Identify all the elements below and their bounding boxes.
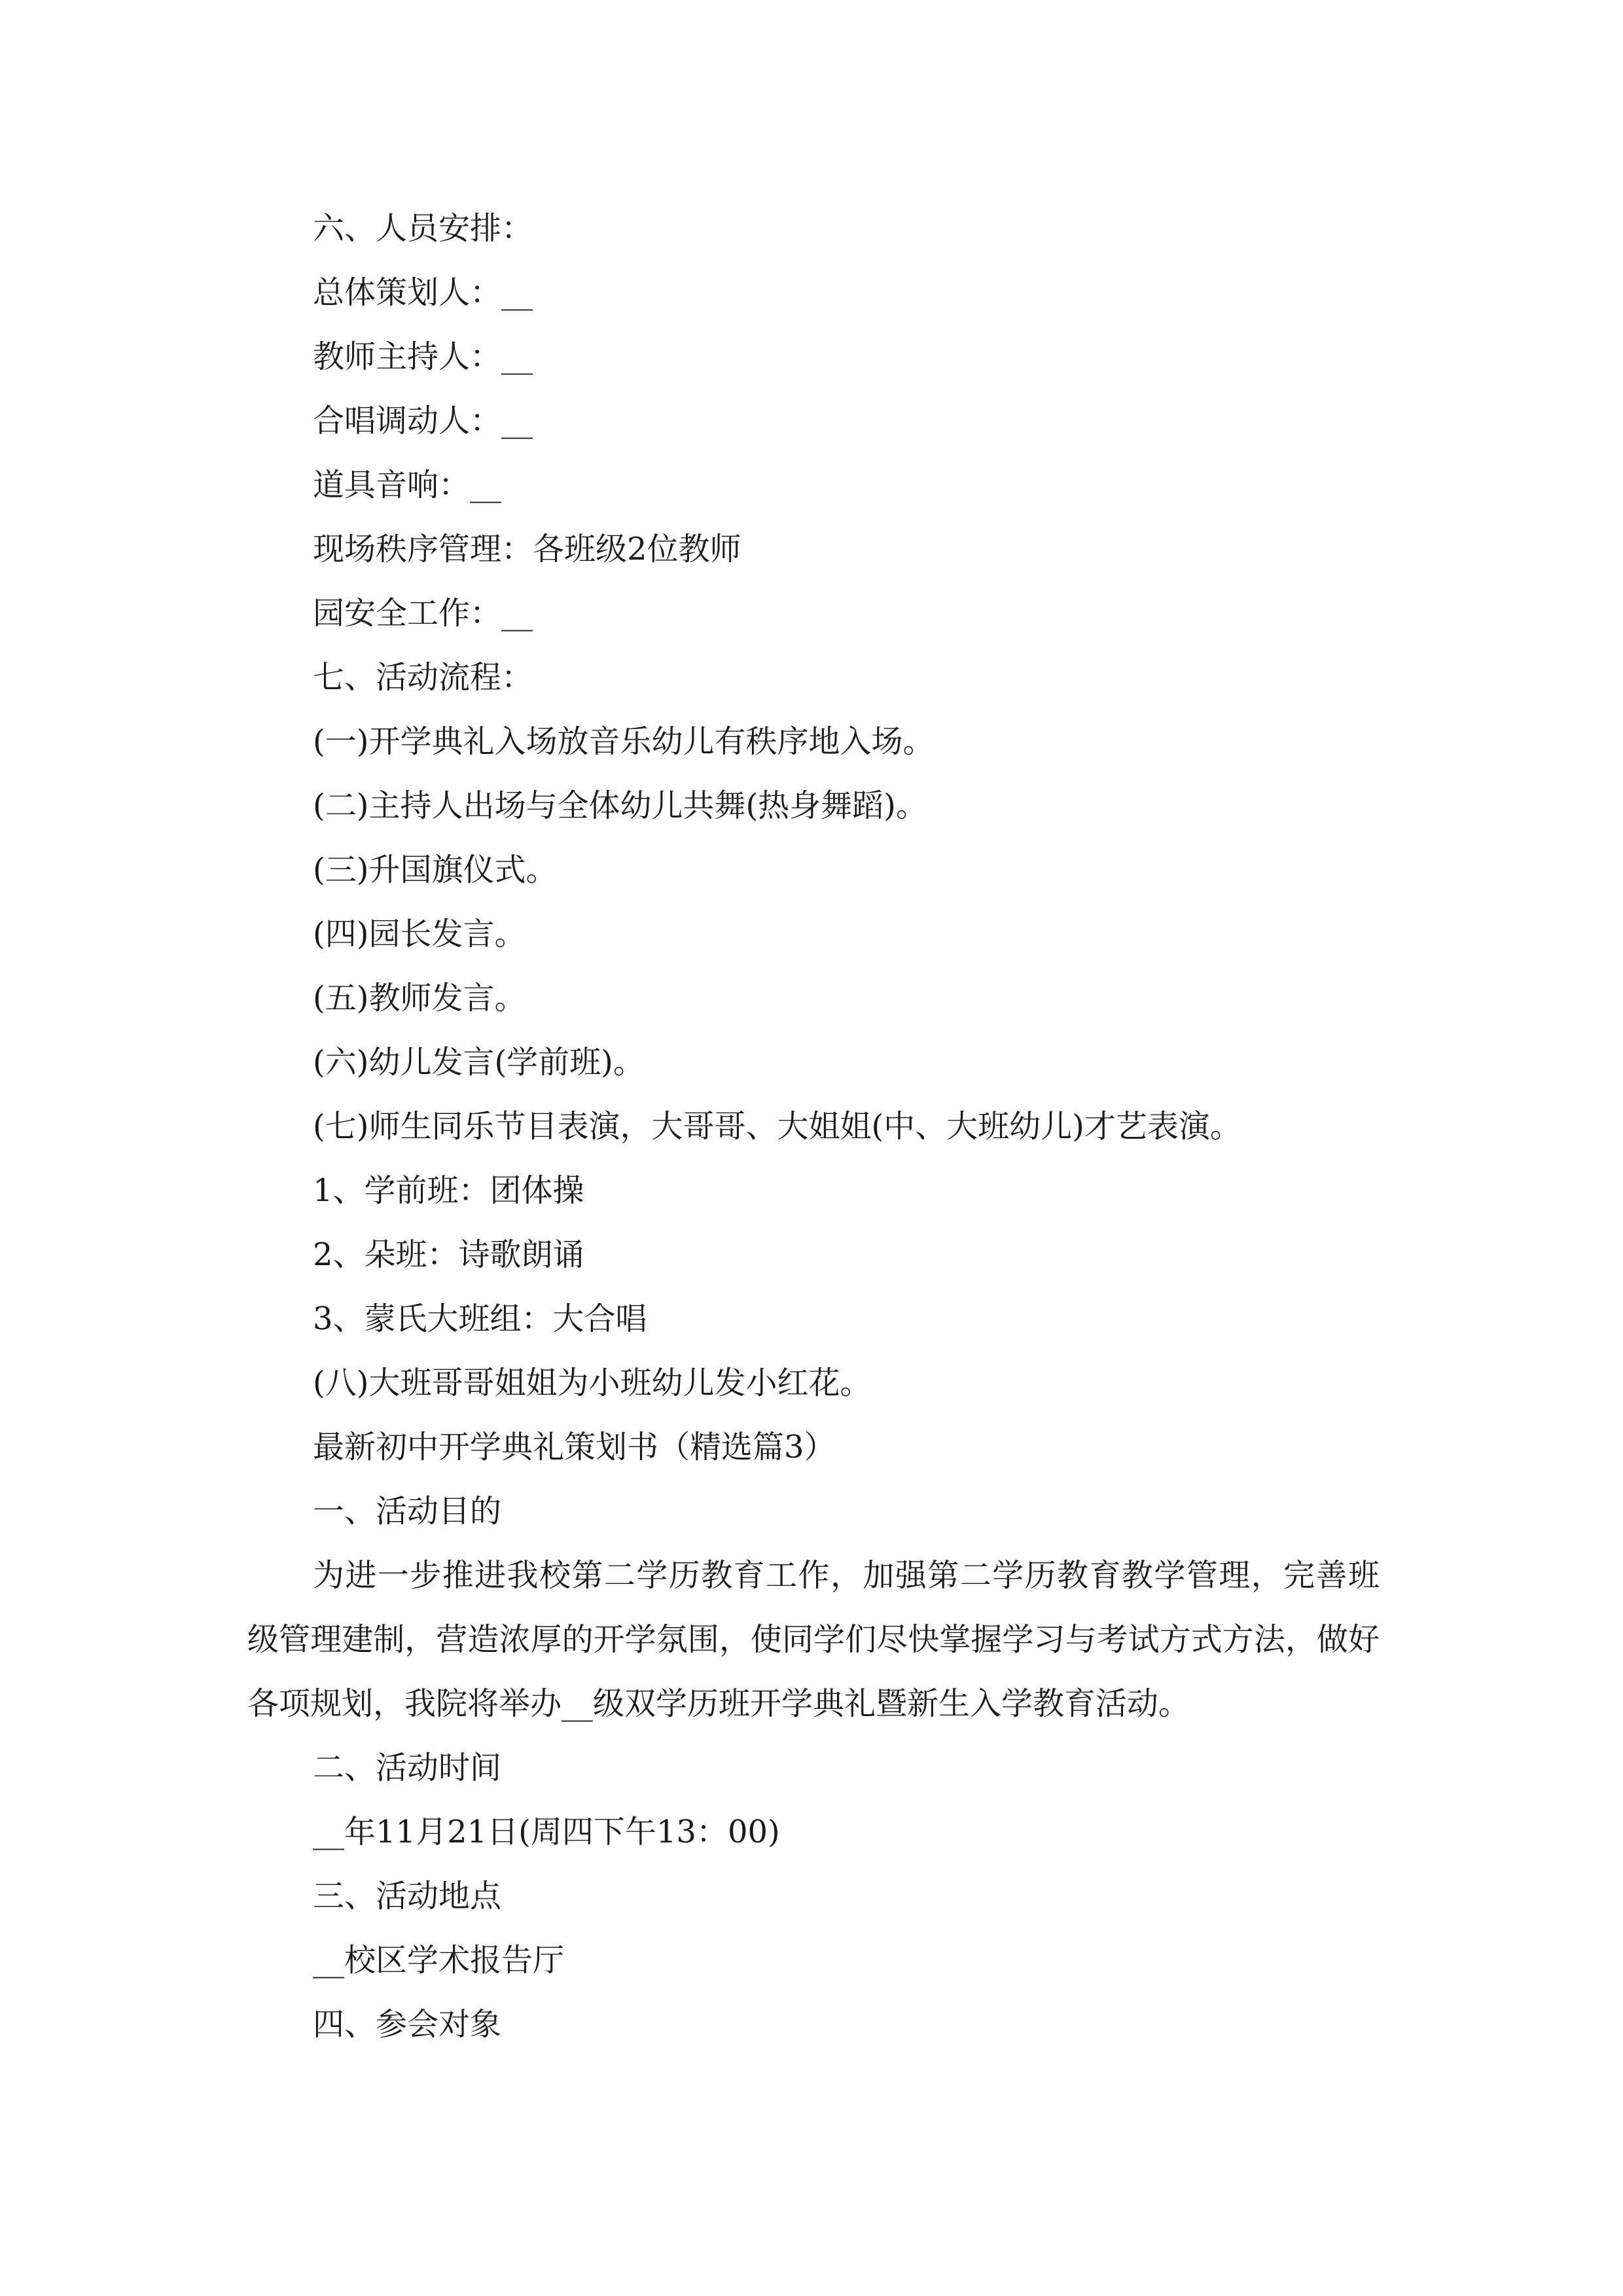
text-line: (一)开学典礼入场放音乐幼儿有秩序地入场。	[313, 723, 935, 760]
text-line: 合唱调动人：__	[313, 403, 533, 439]
heading-time: 二、活动时间	[313, 1749, 502, 1786]
text-line: 2、朵班：诗歌朗诵	[313, 1236, 584, 1273]
heading-personnel: 六、人员安排：	[313, 210, 533, 247]
section-title: 最新初中开学典礼策划书（精选篇3）	[313, 1429, 836, 1465]
text-line: 总体策划人：__	[313, 274, 533, 311]
text-line: (四)园长发言。	[313, 916, 526, 952]
heading-purpose: 一、活动目的	[313, 1493, 502, 1530]
heading-process: 七、活动流程：	[313, 659, 533, 696]
text-line: 园安全工作：__	[313, 595, 533, 632]
heading-location: 三、活动地点	[313, 1878, 502, 1914]
purpose-paragraph: 为进一步推进我校第二学历教育工作，加强第二学历教育教学管理，完善班级管理建制，营造浓厚的开学氛围，使同学们尽快掌握学习与考试方式方法，做好各项规划，我院将举办__级双学历班开学典礼暨新生入学教育活动。	[247, 1557, 1380, 1722]
heading-attendees: 四、参会对象	[313, 2006, 502, 2043]
text-line: (七)师生同乐节目表演，大哥哥、大姐姐(中、大班幼儿)才艺表演。	[313, 1108, 1241, 1145]
text-line: __校区学术报告厅	[313, 1942, 565, 1979]
text-line: 道具音响：__	[313, 467, 502, 503]
text-line: 教师主持人：__	[313, 338, 533, 375]
text-line: 现场秩序管理：各班级2位教师	[313, 531, 741, 567]
text-line: (三)升国旗仪式。	[313, 852, 558, 888]
text-line: 3、蒙氏大班组：大合唱	[313, 1300, 647, 1337]
text-line: (五)教师发言。	[313, 980, 526, 1016]
document-body	[247, 196, 1380, 2056]
text-line: (六)幼儿发言(学前班)。	[313, 1044, 645, 1081]
text-line: (二)主持人出场与全体幼儿共舞(热身舞蹈)。	[313, 787, 927, 824]
text-line: 1、学前班：团体操	[313, 1172, 584, 1209]
text-line: __年11月21日(周四下午13：00)	[313, 1814, 780, 1850]
text-line: (八)大班哥哥姐姐为小班幼儿发小红花。	[313, 1365, 872, 1401]
